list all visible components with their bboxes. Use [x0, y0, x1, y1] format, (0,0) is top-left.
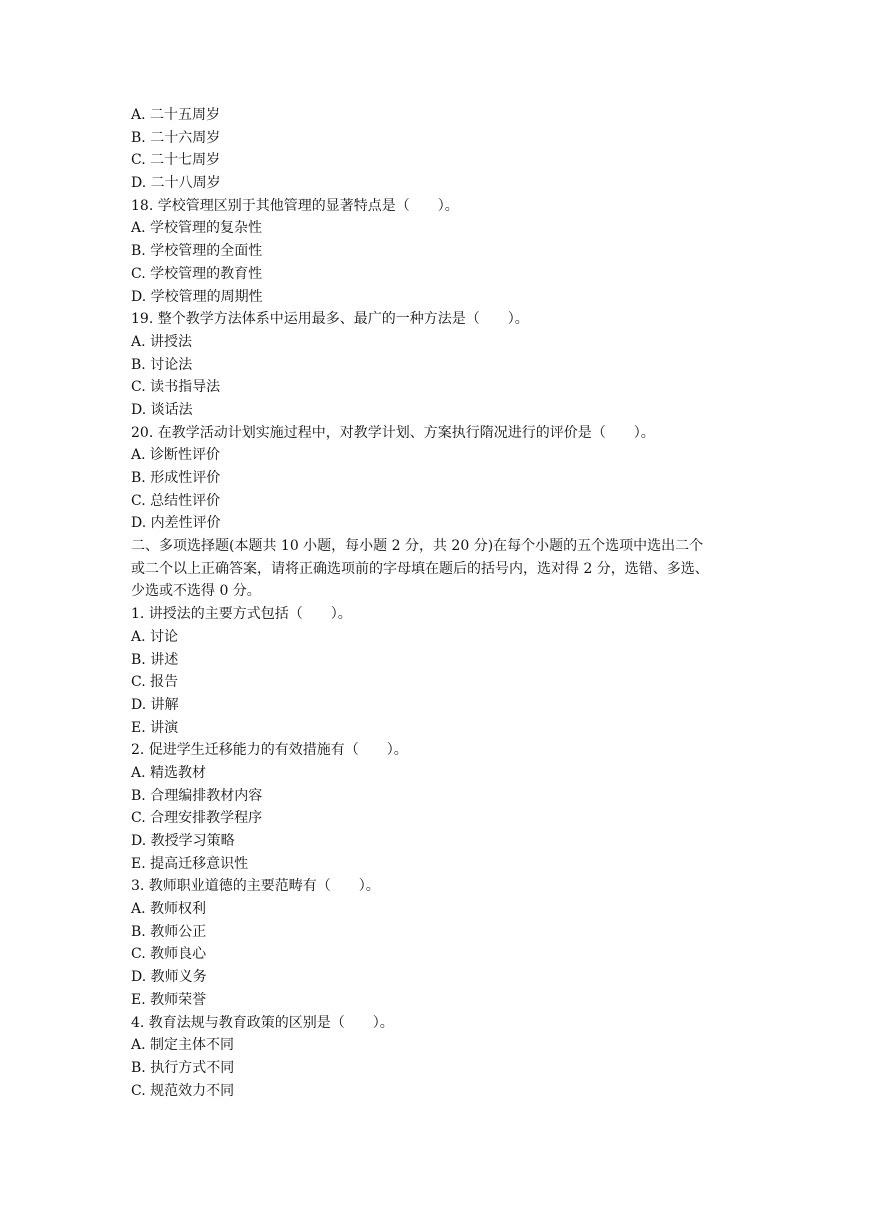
option: C. 教师良心: [131, 946, 207, 963]
question-stem: 20. 在教学活动计划实施过程中，对教学计划、方案执行隋况进行的评价是（ ）。: [131, 424, 655, 441]
option: A. 教师权利: [131, 901, 207, 918]
option: B. 二十六周岁: [131, 129, 221, 146]
option: E. 提高迁移意识性: [131, 855, 249, 872]
option: B. 执行方式不同: [131, 1059, 235, 1076]
option: B. 形成性评价: [131, 470, 221, 486]
option: A. 讨论: [131, 628, 179, 645]
multi-question-1: [131, 603, 751, 739]
section-2-instructions: [131, 535, 751, 603]
option: B. 讨论法: [131, 356, 193, 373]
option: C. 二十七周岁: [131, 152, 221, 169]
question-18: [131, 195, 751, 308]
option: D. 讲解: [131, 696, 179, 713]
option: D. 内差性评价: [131, 515, 221, 532]
question-stem: 19. 整个教学方法体系中运用最多、最广的一种方法是（ ）。: [131, 311, 529, 328]
question-17-options: [131, 104, 751, 195]
multi-question-3: [131, 875, 751, 1011]
question-20: [131, 422, 751, 535]
option: B. 学校管理的全面性: [131, 243, 263, 260]
instruction-line: 或二个以上正确答案，请将正确选项前的字母填在题后的括号内，选对得 2 分，选错、多选、: [131, 560, 709, 577]
option: D. 教授学习策略: [131, 833, 235, 849]
option: C. 规范效力不同: [131, 1082, 235, 1099]
option: D. 教师义务: [131, 969, 207, 986]
instruction-line: 少选或不选得 0 分。: [131, 583, 261, 600]
option: A. 诊断性评价: [131, 447, 221, 464]
option: A. 二十五周岁: [131, 107, 221, 123]
option: C. 学校管理的教育性: [131, 265, 263, 282]
question-stem: 18. 学校管理区别于其他管理的显著特点是（ ）。: [131, 197, 459, 214]
option: E. 教师荣誉: [131, 991, 207, 1008]
option: D. 学校管理的周期性: [131, 288, 263, 305]
option: C. 合理安排教学程序: [131, 810, 263, 827]
option: C. 报告: [131, 674, 179, 691]
question-stem: 4. 教育法规与教育政策的区别是（ ）。: [131, 1014, 394, 1031]
option: B. 合理编排教材内容: [131, 787, 263, 804]
option: D. 二十八周岁: [131, 175, 221, 192]
option: B. 讲述: [131, 651, 179, 668]
multi-question-2: [131, 739, 751, 875]
option: E. 讲演: [131, 719, 179, 736]
document-page: [131, 104, 751, 1102]
question-stem: 3. 教师职业道德的主要范畴有（ ）。: [131, 878, 380, 895]
multi-question-4: [131, 1012, 751, 1103]
option: A. 精选教材: [131, 764, 207, 781]
option: C. 读书指导法: [131, 379, 221, 396]
question-19: [131, 308, 751, 421]
option: A. 学校管理的复杂性: [131, 220, 263, 237]
option: C. 总结性评价: [131, 492, 221, 509]
question-stem: 1. 讲授法的主要方式包括（ ）。: [131, 606, 352, 623]
instruction-line: 二、多项选择题(本题共 10 小题，每小题 2 分，共 20 分)在每个小题的五个选项中选出二个: [131, 538, 704, 555]
question-stem: 2. 促进学生迁移能力的有效措施有（ ）。: [131, 742, 408, 759]
option: A. 制定主体不同: [131, 1037, 235, 1054]
option: A. 讲授法: [131, 333, 193, 350]
option: D. 谈话法: [131, 401, 193, 418]
option: B. 教师公正: [131, 923, 207, 940]
